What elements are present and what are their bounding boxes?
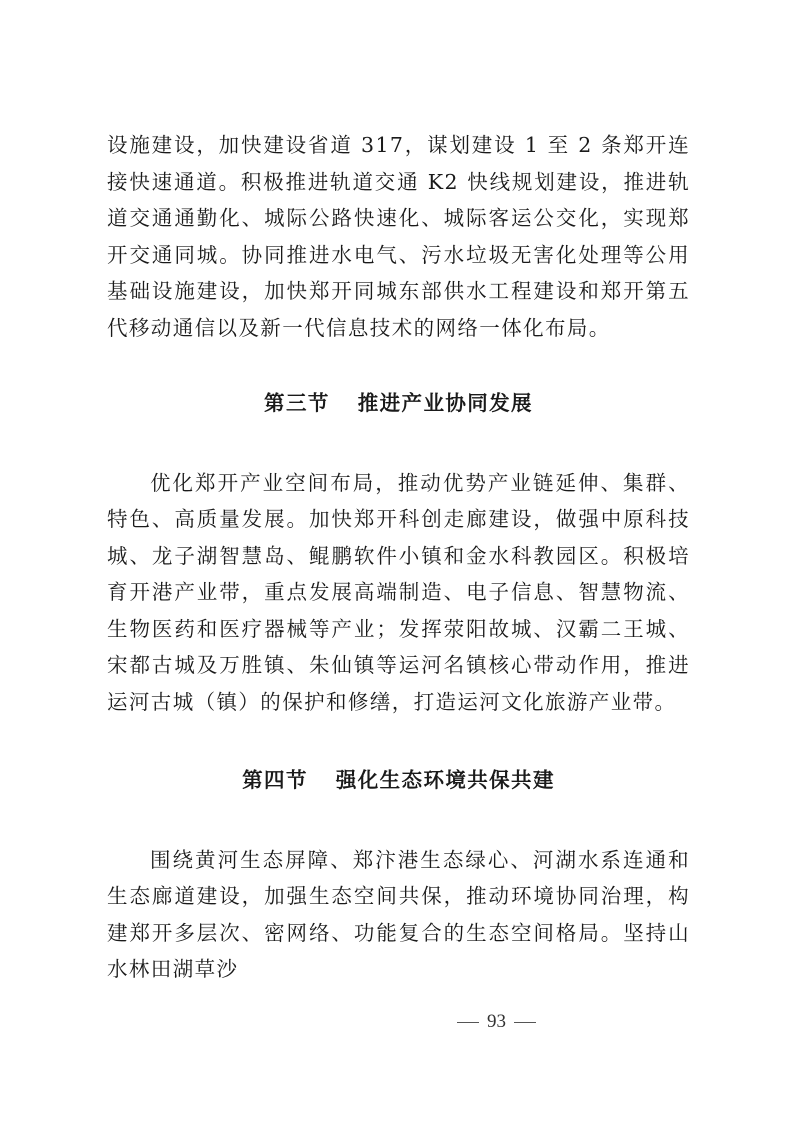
page-footer — [0, 1011, 793, 1033]
section-number: 第三节 — [264, 391, 330, 415]
section-heading-4 — [107, 762, 690, 799]
section-heading-3 — [107, 385, 690, 422]
section-title: 推进产业协同发展 — [357, 391, 533, 415]
dash-right — [514, 1022, 536, 1023]
page-body — [107, 127, 690, 988]
section-number: 第四节 — [242, 768, 308, 792]
paragraph-industry: 优化郑开产业空间布局，推动优势产业链延伸、集群、特色、高质量发展。加快郑开科创走廊建设，做强中原科技城、龙子湖智慧岛、鲲鹏软件小镇和金水科教园区。积极培育开港产业带，重点发展高端制造、电子信息、智慧物流、生物医药和医疗器械等产业；发挥荥阳故城、汉霸二王城、宋都古城及万胜镇、朱仙镇等运河名镇核心带动作用，推进运河古城（镇）的保护和修缮，打造运河文化旅游产业带。 — [107, 470, 690, 714]
dash-left — [457, 1022, 479, 1023]
paragraph-ecology: 围绕黄河生态屏障、郑汴港生态绿心、河湖水系连通和生态廊道建设，加强生态空间共保，推动环境协同治理，构建郑开多层次、密网络、功能复合的生态空间格局。坚持山水林田湖草沙 — [107, 847, 690, 981]
paragraph-infrastructure: 设施建设，加快建设省道 317，谋划建设 1 至 2 条郑开连接快速通道。积极推进轨道交通 K2 快线规划建设，推进轨道交通通勤化、城际公路快速化、城际客运公交化，实现郑开交通同城。协同推进水电气、污水垃圾无害化处理等公用基础设施建设，加快郑开同城东部供水工程建设和郑开第五代移动通信以及新一代信息技术的网络一体化布局。 — [107, 133, 690, 340]
page-number: 93 — [487, 1011, 506, 1032]
section-title: 强化生态环境共保共建 — [335, 768, 555, 792]
